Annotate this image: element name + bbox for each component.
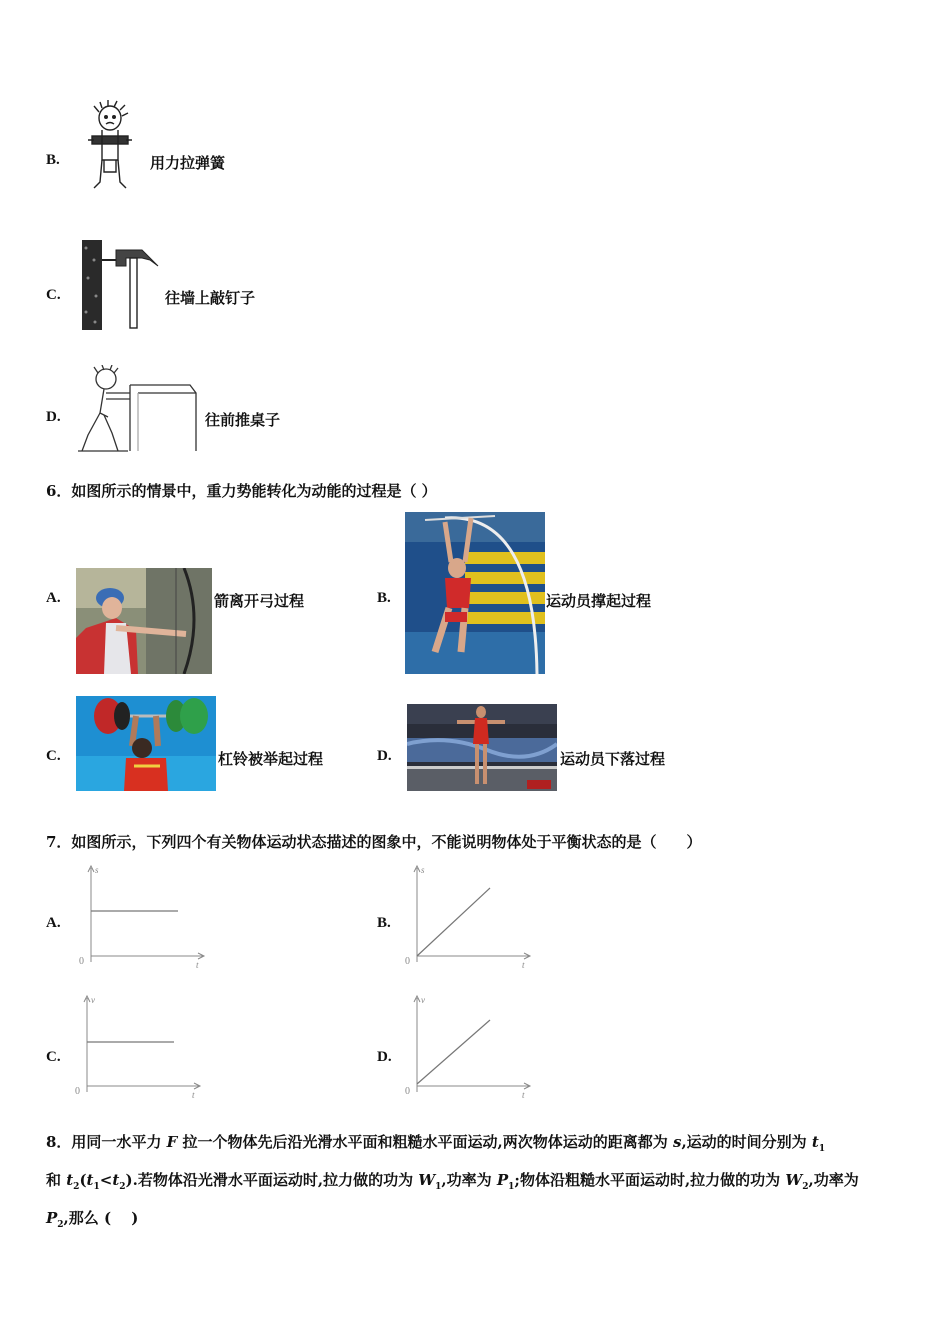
s-t-graph-horizontal [76, 862, 206, 970]
question-8-line-3: $P_2$,那么 ( ) [46, 1209, 139, 1230]
option-text-c: 往墙上敲钉子 [165, 289, 256, 307]
question-7-stem: 7．如图所示，下列四个有关物体运动状态描述的图象中，不能说明物体处于平衡状态的是（ ） [46, 833, 702, 851]
q6-option-text-d: 运动员下落过程 [560, 750, 666, 768]
x-axis-label: t [522, 960, 525, 970]
q6-option-label-b: B. [377, 590, 391, 606]
person-pulling-spring-icon [80, 100, 140, 198]
y-axis-label: v [91, 995, 95, 1005]
question-8-line-2: 和 $t_2(t_1<t_2)$.若物体沿光滑水平面运动时,拉力做的功为 $W_1$,功率为 $P_1$;物体沿粗糙水平面运动时,拉力做的功为 $W_2$,功率为 [46, 1171, 859, 1192]
weightlifter-photo [76, 696, 216, 791]
origin-label: 0 [75, 1086, 80, 1097]
q6-option-text-b: 运动员撑起过程 [546, 592, 652, 610]
var-F: F [166, 1133, 178, 1151]
q7-option-label-c: C. [46, 1049, 61, 1065]
x-axis-label: t [196, 960, 199, 970]
option-label-c: C. [46, 287, 61, 303]
origin-label: 0 [405, 956, 410, 967]
option-text-b: 用力拉弹簧 [150, 154, 226, 172]
option-label-b: B. [46, 152, 60, 168]
option-label-d: D. [46, 409, 61, 425]
q6-option-label-c: C. [46, 748, 61, 764]
pole-vaulter-photo [405, 512, 545, 674]
origin-label: 0 [405, 1086, 410, 1097]
trampoline-photo [407, 704, 557, 791]
option-text-d: 往前推桌子 [205, 411, 281, 429]
q6-option-label-d: D. [377, 748, 392, 764]
question-6-stem: 6．如图所示的情景中，重力势能转化为动能的过程是（ ） [46, 482, 437, 500]
v-t-graph-horizontal [72, 992, 202, 1100]
question-8-line-1: 8．用同一水平力 F 拉一个物体先后沿光滑水平面和粗糙水平面运动,两次物体运动的距离都为 s,运动的时间分别为 $t_1$ [46, 1133, 826, 1154]
hammer-nail-wall-icon [80, 238, 162, 332]
q6-option-label-a: A. [46, 590, 61, 606]
y-axis-label: v [421, 995, 425, 1005]
q7-option-label-b: B. [377, 915, 391, 931]
q7-option-label-d: D. [377, 1049, 392, 1065]
origin-label: 0 [79, 956, 84, 967]
archer-photo [76, 568, 212, 674]
var-s: s [673, 1133, 682, 1151]
x-axis-label: t [522, 1090, 525, 1100]
v-t-graph-rising [402, 992, 532, 1100]
q6-option-text-a: 箭离开弓过程 [214, 592, 305, 610]
q6-option-text-c: 杠铃被举起过程 [218, 750, 324, 768]
x-axis-label: t [192, 1090, 195, 1100]
y-axis-label: s [421, 865, 425, 875]
y-axis-label: s [95, 865, 99, 875]
s-t-graph-rising [402, 862, 532, 970]
person-pushing-table-icon [78, 365, 200, 455]
q7-option-label-a: A. [46, 915, 61, 931]
